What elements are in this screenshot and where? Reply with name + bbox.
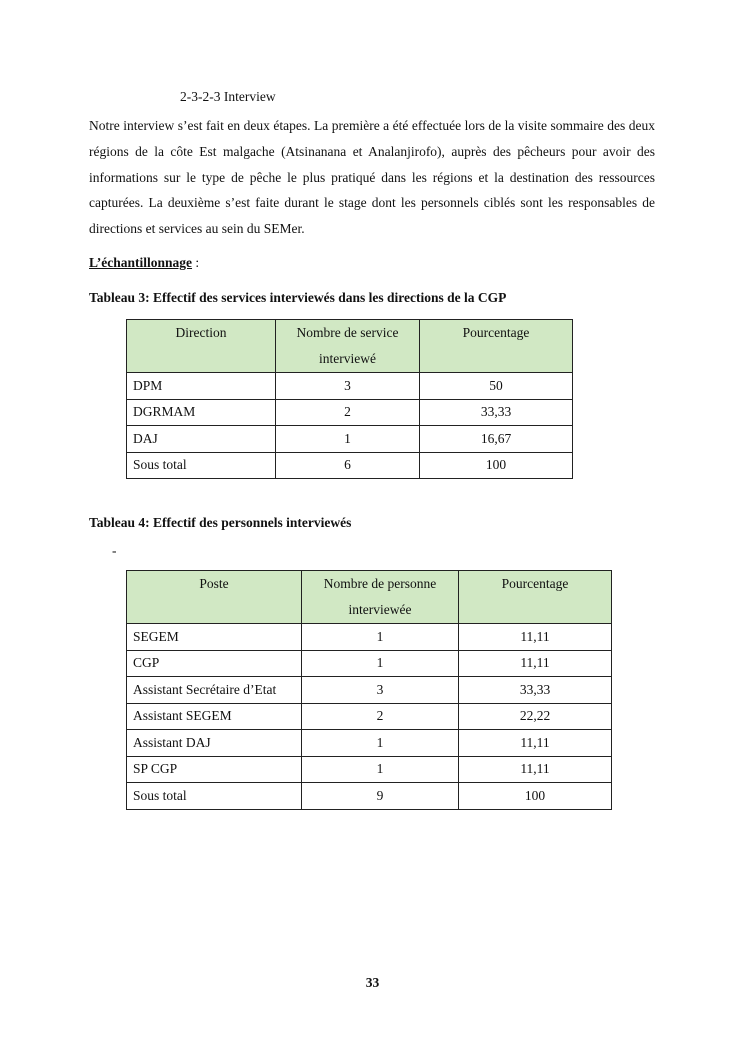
table-cell: Sous total xyxy=(127,452,276,479)
sampling-label xyxy=(89,255,199,271)
table-cell: 1 xyxy=(302,624,459,651)
table-cell: 1 xyxy=(302,756,459,783)
table-cell: SP CGP xyxy=(127,756,302,783)
table-cell: DPM xyxy=(127,373,276,400)
page-number: 33 xyxy=(365,975,380,990)
table-cell: 16,67 xyxy=(420,426,573,453)
table-cell: Assistant SEGEM xyxy=(127,703,302,730)
table-cell: 2 xyxy=(276,399,420,426)
table3 xyxy=(126,319,573,479)
section-heading: 2-3-2-3 Interview xyxy=(180,89,276,104)
table-cell: 11,11 xyxy=(459,650,612,677)
table-cell: Assistant DAJ xyxy=(127,730,302,757)
table-cell: CGP xyxy=(127,650,302,677)
table-cell: 1 xyxy=(302,730,459,757)
column-header: Nombre de personne interviewée xyxy=(302,571,459,624)
sampling-label-text: L’échantillonnage xyxy=(89,255,193,270)
table-row xyxy=(127,756,612,783)
column-header: Pourcentage xyxy=(420,320,573,373)
column-header: Poste xyxy=(127,571,302,624)
table-cell: 50 xyxy=(420,373,573,400)
table-cell: 100 xyxy=(459,783,612,810)
table-row xyxy=(127,373,573,400)
table-cell: 1 xyxy=(276,426,420,453)
sampling-label-suffix: : xyxy=(192,255,200,270)
table-total-row xyxy=(127,783,612,810)
table4 xyxy=(126,570,612,810)
table-row xyxy=(127,677,612,704)
table-cell: 1 xyxy=(302,650,459,677)
body-paragraph: Notre interview s’est fait en deux étapes. La première a été effectuée lors de la visite sommaire des deux régions de la côte Est malgache (Atsinanana et Analanjirofo), auprès des pêcheurs pour avoir des informations sur le type de pêche le plus pratiqué dans les régions et la destination des ressources capturées. La deuxième s’est faite durant le stage dont les personnels ciblés sont les responsables de directions et services au sein du SEMer. xyxy=(89,118,655,237)
table-cell: 2 xyxy=(302,703,459,730)
table-row xyxy=(127,624,612,651)
table-cell: 11,11 xyxy=(459,730,612,757)
table-row xyxy=(127,730,612,757)
table-header-row xyxy=(127,320,573,373)
table-row xyxy=(127,703,612,730)
table-row xyxy=(127,650,612,677)
table-cell: 11,11 xyxy=(459,624,612,651)
table-cell: 11,11 xyxy=(459,756,612,783)
column-header: Nombre de service interviewé xyxy=(276,320,420,373)
table-cell: 6 xyxy=(276,452,420,479)
table-cell: DGRMAM xyxy=(127,399,276,426)
column-header: Pourcentage xyxy=(459,571,612,624)
table-cell: 100 xyxy=(420,452,573,479)
column-header: Direction xyxy=(127,320,276,373)
table-cell: Sous total xyxy=(127,783,302,810)
list-dash: - xyxy=(112,543,117,558)
table-cell: DAJ xyxy=(127,426,276,453)
table-cell: SEGEM xyxy=(127,624,302,651)
table-row xyxy=(127,426,573,453)
table-cell: 9 xyxy=(302,783,459,810)
table-cell: 33,33 xyxy=(420,399,573,426)
table-cell: Assistant Secrétaire d’Etat xyxy=(127,677,302,704)
table-total-row xyxy=(127,452,573,479)
table-row xyxy=(127,399,573,426)
table4-caption: Tableau 4: Effectif des personnels interviewés xyxy=(89,515,352,530)
table-cell: 3 xyxy=(276,373,420,400)
table-cell: 3 xyxy=(302,677,459,704)
table-header-row xyxy=(127,571,612,624)
table-cell: 33,33 xyxy=(459,677,612,704)
table-cell: 22,22 xyxy=(459,703,612,730)
table3-caption: Tableau 3: Effectif des services interviewés dans les directions de la CGP xyxy=(89,290,507,305)
